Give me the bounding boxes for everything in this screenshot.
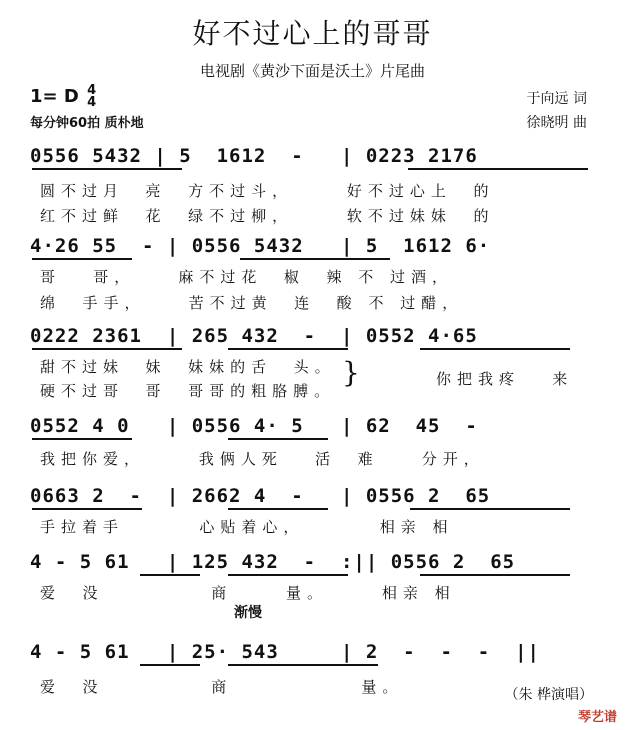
notes-line-4: 0552 4 0 | 0556 4· 5 | 62 45 - <box>30 415 478 437</box>
key-signature <box>30 85 96 109</box>
notes-line-6: 4 - 5 61 | 125 432 - :|| 0556 2 65 <box>30 551 516 573</box>
lyric-2b: 绵 手手， 苦不过黄 连 酸 不 过醋， <box>40 294 464 312</box>
lyric-6: 爱 没 商 量。 相亲 相 <box>40 584 456 602</box>
score-line-1 <box>0 142 625 170</box>
notes-line-5: 0663 2 - | 2662 4 - | 0556 2 65 <box>30 485 491 507</box>
composer-credit: 徐晓明 曲 <box>526 115 587 131</box>
singer-credit: （朱 桦演唱） <box>504 687 593 703</box>
score-line-7 <box>0 638 625 666</box>
watermark-logo: 琴艺谱 <box>577 710 617 725</box>
tempo-change: 渐慢 <box>234 605 262 621</box>
score-line-5 <box>0 482 625 510</box>
lyric-brace: } <box>342 356 360 389</box>
lyric-7: 爱 没 商 量。 <box>40 678 404 696</box>
lyric-5: 手拉着手 心贴着心， 相亲 相 <box>40 518 454 536</box>
notes-line-1: 0556 5432 | 5 1612 - | 0223 2176 <box>30 145 478 167</box>
time-bottom: 4 <box>87 95 97 110</box>
score-line-2 <box>0 232 625 260</box>
tempo-marking: 每分钟60拍 质朴地 <box>30 116 144 131</box>
score-line-4 <box>0 412 625 440</box>
notes-line-7: 4 - 5 61 | 25· 543 | 2 - - - || <box>30 641 540 663</box>
score-line-6 <box>0 548 625 576</box>
lyricist-credit: 于向远 词 <box>526 91 587 107</box>
score-line-3 <box>0 322 625 350</box>
lyric-3b: 硬不过哥 哥 哥哥的粗胳膊。 <box>40 382 336 400</box>
lyric-3c: 你把我疼 来 <box>436 370 574 388</box>
lyric-1a: 圆不过月 亮 方不过斗， 好不过心上 的 <box>40 182 495 200</box>
key-label: 1= D <box>30 86 79 107</box>
lyric-2a: 哥 哥， 麻不过花 椒 辣 不 过酒， <box>40 268 453 286</box>
time-top: 4 <box>87 83 97 98</box>
song-subtitle: 电视剧《黄沙下面是沃土》片尾曲 <box>199 62 425 80</box>
notes-line-2: 4·26 55 - | 0556 5432 | 5 1612 6· <box>30 235 491 257</box>
song-title: 好不过心上的哥哥 <box>192 17 433 50</box>
lyric-4: 我把你爱， 我俩人死 活 难 分开， <box>40 450 485 468</box>
notes-line-3: 0222 2361 | 265 432 - | 0552 4·65 <box>30 325 478 347</box>
lyric-1b: 红不过鲜 花 绿不过柳， 软不过妹妹 的 <box>40 207 495 225</box>
lyric-3a: 甜不过妹 妹 妹妹的舌 头。 <box>40 358 336 376</box>
